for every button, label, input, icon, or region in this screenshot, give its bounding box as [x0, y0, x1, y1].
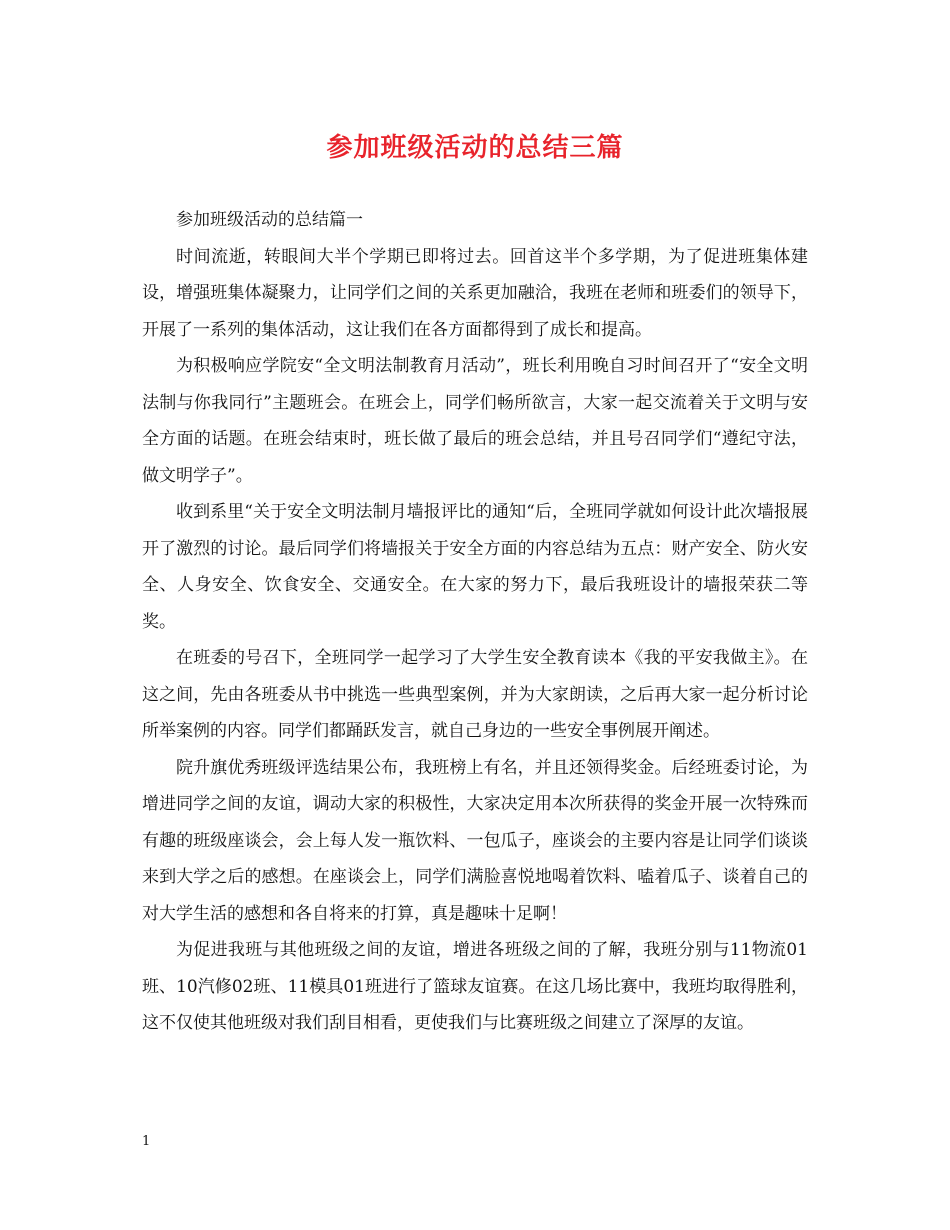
document-body — [142, 202, 808, 1042]
document-title: 参加班级活动的总结三篇 — [326, 133, 624, 163]
paragraph-5: 院升旗优秀班级评选结果公布，我班榜上有名，并且还领得奖金。后经班委讨论，为增进同学之间的友谊，调动大家的积极性，大家决定用本次所获得的奖金开展一次特殊而有趣的班级座谈会，会上每人发一瓶饮料、一包瓜子，座谈会的主要内容是让同学们谈谈来到大学之后的感想。在座谈会上，同学们满脸喜悦地喝着饮料、嗑着瓜子、谈着自己的对大学生活的感想和各自将来的打算，真是趣味十足啊！ — [142, 757, 808, 924]
paragraph-1: 时间流逝，转眼间大半个学期已即将过去。回首这半个多学期，为了促进班集体建设，增强班集体凝聚力，让同学们之间的关系更加融洽，我班在老师和班委们的领导下，开展了一系列的集体活动，这让我们在各方面都得到了成长和提高。 — [142, 246, 808, 340]
paragraph-6: 为促进我班与其他班级之间的友谊，增进各班级之间的了解，我班分别与11物流01班、10汽修02班、11模具01班进行了篮球友谊赛。在这几场比赛中，我班均取得胜利，这不仅使其他班级对我们刮目相看，更使我们与比赛班级之间建立了深厚的友谊。 — [142, 940, 808, 1033]
paragraph-4: 在班委的号召下，全班同学一起学习了大学生安全教育读本《我的平安我做主》。在这之间，先由各班委从书中挑选一些典型案例，并为大家朗读，之后再大家一起分析讨论所举案例的内容。同学们都踊跃发言，就自己身边的一些安全事例展开阐述。 — [142, 648, 808, 741]
paragraph-3: 收到系里“关于安全文明法制月墙报评比的通知“后，全班同学就如何设计此次墙报展开了激烈的讨论。最后同学们将墙报关于安全方面的内容总结为五点：财产安全、防火安全、人身安全、饮食安全、交通安全。在大家的努力下，最后我班设计的墙报荣获二等奖。 — [142, 502, 808, 632]
paragraph-2: 为积极响应学院安“全文明法制教育月活动”，班长利用晚自习时间召开了“安全文明法制与你我同行”主题班会。在班会上，同学们畅所欲言，大家一起交流着关于文明与安全方面的话题。在班会结束时，班长做了最后的班会总结，并且号召同学们“遵纪守法，做文明学子”。 — [142, 356, 808, 486]
section-heading: 参加班级活动的总结篇一 — [176, 210, 363, 230]
page-number: 1 — [142, 1134, 151, 1149]
